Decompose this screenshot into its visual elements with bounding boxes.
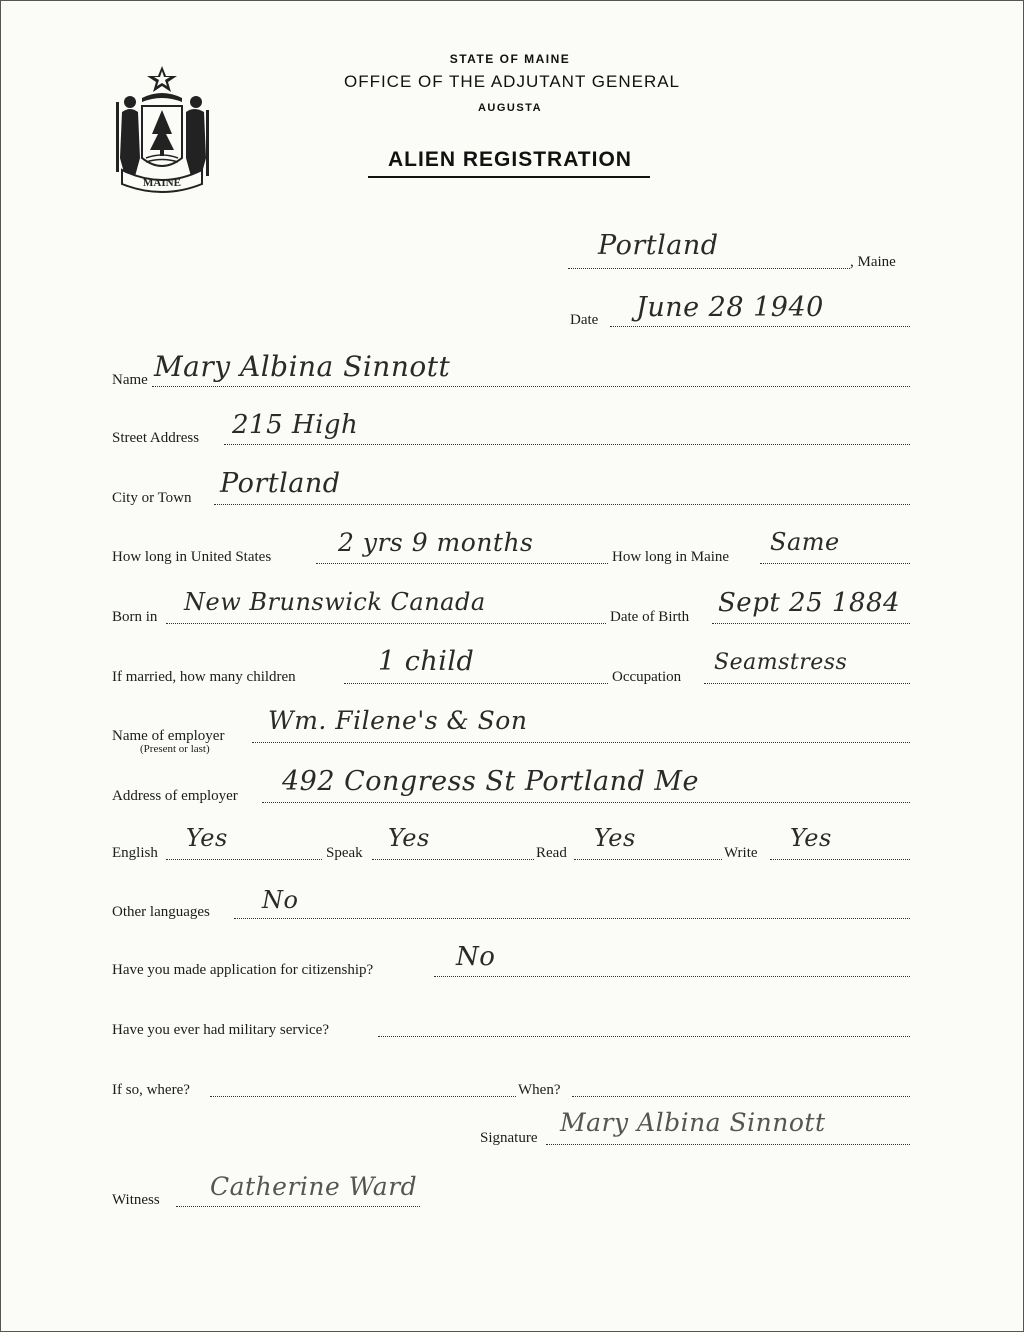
signature-value: Mary Albina Sinnott xyxy=(560,1108,826,1137)
name-label: Name xyxy=(112,372,148,388)
how-long-maine-value: Same xyxy=(770,528,840,556)
witness-value: Catherine Ward xyxy=(210,1172,418,1201)
witness-dotted-line xyxy=(176,1206,420,1207)
speak-value: Yes xyxy=(388,824,430,852)
read-label: Read xyxy=(536,845,567,861)
children-dotted-line xyxy=(344,683,608,684)
children-label: If married, how many children xyxy=(112,669,296,685)
where-label: If so, where? xyxy=(112,1082,190,1098)
location-dotted-line xyxy=(568,268,850,269)
employer-address-dotted-line xyxy=(262,802,910,803)
born-in-dotted-line xyxy=(166,623,606,624)
signature-dotted-line xyxy=(546,1144,910,1145)
english-label: English xyxy=(112,845,158,861)
occupation-dotted-line xyxy=(704,683,910,684)
date-of-birth-dotted-line xyxy=(712,623,910,624)
how-long-maine-dotted-line xyxy=(760,563,910,564)
street-address-value: 215 High xyxy=(232,410,359,440)
english-dotted-line xyxy=(166,859,322,860)
read-dotted-line xyxy=(574,859,722,860)
employer-address-value: 492 Congress St Portland Me xyxy=(282,766,700,797)
city-heading: AUGUSTA xyxy=(477,102,543,114)
title-underline xyxy=(368,176,650,178)
witness-label: Witness xyxy=(112,1192,160,1208)
write-label: Write xyxy=(724,845,758,861)
date-of-birth-label: Date of Birth xyxy=(610,609,690,625)
how-long-us-dotted-line xyxy=(316,563,608,564)
how-long-us-label: How long in United States xyxy=(112,549,272,565)
date-dotted-line xyxy=(610,326,910,327)
office-heading: OFFICE OF THE ADJUTANT GENERAL xyxy=(343,72,681,91)
speak-label: Speak xyxy=(326,845,363,861)
employer-dotted-line xyxy=(252,742,910,743)
how-long-maine-label: How long in Maine xyxy=(612,549,730,565)
military-label: Have you ever had military service? xyxy=(112,1022,329,1038)
born-in-value: New Brunswick Canada xyxy=(184,588,486,616)
speak-dotted-line xyxy=(372,859,534,860)
employer-label: Name of employer xyxy=(112,728,225,744)
signature-label: Signature xyxy=(480,1130,538,1146)
location-value: Portland xyxy=(598,230,719,261)
state-heading: STATE OF MAINE xyxy=(449,52,571,66)
street-address-dotted-line xyxy=(224,444,910,445)
how-long-us-value: 2 yrs 9 months xyxy=(338,528,534,557)
write-dotted-line xyxy=(770,859,910,860)
occupation-label: Occupation xyxy=(612,669,682,685)
seal-banner-text: MAINE xyxy=(143,177,181,189)
employer-address-label: Address of employer xyxy=(112,788,238,804)
city-value: Portland xyxy=(220,468,341,499)
city-dotted-line xyxy=(214,504,910,505)
name-dotted-line xyxy=(152,386,910,387)
employer-sublabel: (Present or last) xyxy=(140,743,210,755)
when-label: When? xyxy=(518,1082,561,1098)
occupation-value: Seamstress xyxy=(714,650,848,675)
born-in-label: Born in xyxy=(112,609,158,625)
date-of-birth-value: Sept 25 1884 xyxy=(718,588,901,618)
street-address-label: Street Address xyxy=(112,430,200,446)
form-title: ALIEN REGISTRATION xyxy=(388,148,632,171)
location-suffix: , Maine xyxy=(850,254,896,270)
date-label: Date xyxy=(570,312,599,328)
english-value: Yes xyxy=(186,824,228,852)
citizenship-label: Have you made application for citizenship? xyxy=(112,962,374,978)
other-languages-dotted-line xyxy=(234,918,910,919)
where-dotted-line xyxy=(210,1096,516,1097)
military-dotted-line xyxy=(378,1036,910,1037)
date-value: June 28 1940 xyxy=(636,292,824,323)
read-value: Yes xyxy=(594,824,636,852)
write-value: Yes xyxy=(790,824,832,852)
children-value: 1 child xyxy=(378,646,475,677)
employer-value: Wm. Filene's & Son xyxy=(268,706,528,735)
city-label: City or Town xyxy=(112,490,192,506)
citizenship-dotted-line xyxy=(434,976,910,977)
citizenship-value: No xyxy=(456,942,496,972)
other-languages-value: No xyxy=(262,886,299,914)
name-value: Mary Albina Sinnott xyxy=(154,350,451,383)
other-languages-label: Other languages xyxy=(112,904,210,920)
when-dotted-line xyxy=(572,1096,910,1097)
